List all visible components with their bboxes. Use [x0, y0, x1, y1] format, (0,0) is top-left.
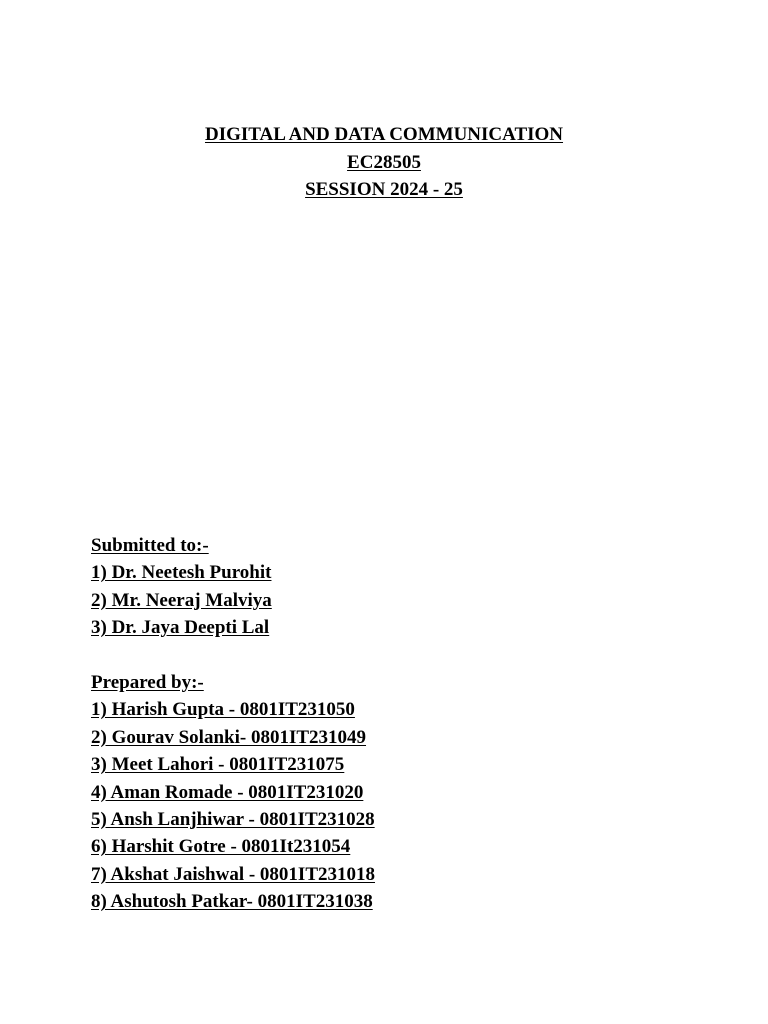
prepared-by-item — [91, 888, 691, 915]
session-text: SESSION 2024 - 25 — [305, 179, 463, 200]
prepared-by-item — [91, 861, 691, 888]
course-title — [0, 121, 768, 149]
course-code — [0, 149, 768, 177]
submitted-to-item-text: 2) Mr. Neeraj Malviya — [91, 589, 272, 611]
submitted-to-item — [91, 614, 691, 641]
prepared-by-item — [91, 724, 691, 751]
prepared-by-item — [91, 779, 691, 806]
submitted-to-item — [91, 587, 691, 614]
submitted-to-item-text: 3) Dr. Jaya Deepti Lal — [91, 617, 270, 639]
prepared-by-item-text: 1) Harish Gupta - 0801IT231050 — [91, 699, 355, 721]
session — [0, 176, 768, 204]
submitted-to-item-text: 1) Dr. Neetesh Purohit — [91, 562, 272, 584]
prepared-by-item — [91, 833, 691, 860]
prepared-by-item-text: 7) Akshat Jaishwal - 0801IT231018 — [91, 863, 375, 885]
prepared-by-item-text: 4) Aman Romade - 0801IT231020 — [91, 781, 364, 803]
prepared-by-heading-text: Prepared by:- — [91, 672, 204, 693]
prepared-by-item — [91, 751, 691, 778]
prepared-by-item-text: 8) Ashutosh Patkar- 0801IT231038 — [91, 891, 373, 913]
submitted-to-heading — [91, 532, 691, 559]
submitted-to-section — [91, 532, 691, 642]
course-title-text: DIGITAL AND DATA COMMUNICATION — [204, 124, 564, 145]
prepared-by-item — [91, 696, 691, 723]
prepared-by-item-text: 2) Gourav Solanki- 0801IT231049 — [91, 726, 367, 748]
prepared-by-item-text: 3) Meet Lahori - 0801IT231075 — [91, 754, 345, 776]
prepared-by-heading — [91, 669, 691, 696]
title-block — [0, 121, 768, 204]
submitted-to-heading-text: Submitted to:- — [91, 535, 209, 556]
prepared-by-item — [91, 806, 691, 833]
prepared-by-section — [91, 669, 691, 916]
prepared-by-item-text: 6) Harshit Gotre - 0801It231054 — [91, 836, 351, 858]
prepared-by-item-text: 5) Ansh Lanjhiwar - 0801IT231028 — [91, 809, 375, 831]
course-code-text: EC28505 — [347, 151, 421, 173]
submitted-to-item — [91, 559, 691, 586]
